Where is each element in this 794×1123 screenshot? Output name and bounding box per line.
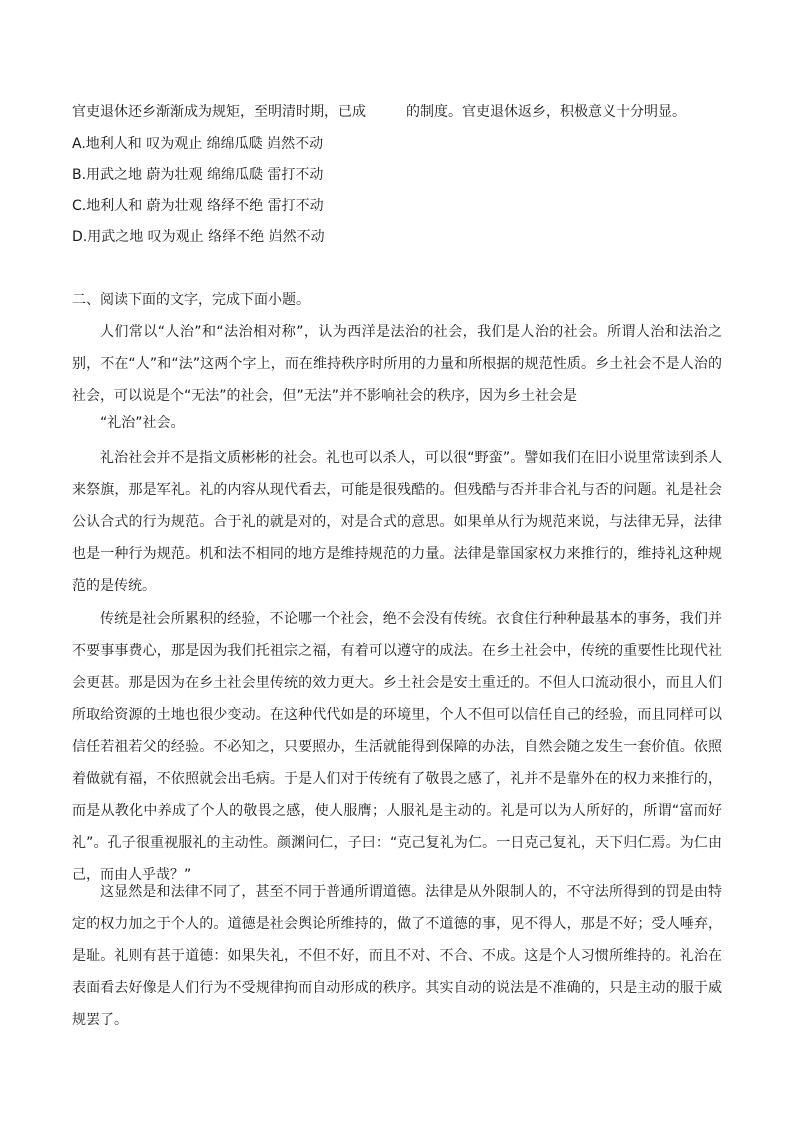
passage-paragraph-1-tail: “礼治”社会。: [100, 415, 185, 431]
passage-paragraph-3: 传统是社会所累积的经验，不论哪一个社会，绝不会没有传统。衣食住行种种最基本的事务，我们并不要事事费心，那是因为我们托祖宗之福，有着可以遵守的成法。在乡土社会中，传统的重要性比现代社会更甚。那是因为在乡土社会里传统的效力更大。乡土社会是安土重迁的。不但人口流动很小，而且人们所取给资源的土地也很少变动。在这种代代如是的环境里，个人不但可以信任自己的经验，而且同样可以信任若祖若父的经验。不必知之，只要照办，生活就能得到保障的办法，自然会随之发生一套价值。依照着做就有福，不依照就会出毛病。于是人们对于传统有了敬畏之感了，礼并不是靠外在的权力来推行的，而是从教化中养成了个人的敬畏之感，使人服膺；人服礼是主动的。礼是可以为人所好的，所谓“富而好礼”。孔子很重视服礼的主动性。颜渊问仁，子曰：“克己复礼为仁。一日克己复礼，天下归仁焉。为仁由己，而由人乎哉？”: [72, 611, 722, 883]
intro-text-before-blank: 官吏退休还乡渐渐成为规矩，至明清时期，已成: [72, 104, 366, 120]
intro-line: [72, 102, 686, 122]
passage-paragraph-1: 人们常以“人治”和“法治相对称”，认为西洋是法治的社会，我们是人治的社会。所谓人治和法治之别，不在“人”和“法”这两个字上，而在维持秩序时所用的力量和所根据的规范性质。乡土社会不是人治的社会，可以说是个“无法”的社会，但”无法”并不影响社会的秩序，因为乡土社会是: [72, 324, 722, 404]
option-a: A.地利人和 叹为观止 绵绵瓜瓞 岿然不动: [72, 136, 324, 152]
option-d: D.用武之地 叹为观止 络绎不绝 岿然不动: [72, 229, 325, 245]
passage-paragraph-2: 礼治社会并不是指文质彬彬的社会。礼也可以杀人，可以很“野蛮”。譬如我们在旧小说里常读到杀人来祭旗，那是军礼。礼的内容从现代看去，可能是很残酷的。但残酷与否并非合礼与否的问题。礼是社会公认合式的行为规范。合于礼的就是对的，对是合式的意思。如果单从行为规范来说，与法律无异，法律也是一种行为规范。机和法不相同的地方是维持规范的力量。法律是靠国家权力来推行的，维持礼这种规范的是传统。: [72, 450, 722, 594]
intro-text-after-blank: 的制度。官吏退休返乡，积极意义十分明显。: [406, 104, 686, 120]
option-b: B.用武之地 蔚为壮观 绵绵瓜瓞 雷打不动: [72, 167, 324, 183]
passage-paragraph-4: 这显然是和法律不同了，甚至不同于普通所谓道德。法律是从外限制人的，不守法所得到的罚是由特定的权力加之于个人的。道德是社会舆论所维持的，做了不道德的事，见不得人，那是不好；受人唾弃，是耻。礼则有甚于道德：如果失礼，不但不好，而且不对、不合、不成。这是个人习惯所维持的。礼治在表面看去好像是人们行为不受规律拘而自动形成的秩序。其实自动的说法是不准确的，只是主动的服于威规罢了。: [72, 884, 722, 1028]
option-c: C.地利人和 蔚为壮观 络绎不绝 雷打不动: [72, 198, 324, 214]
section-heading: 二、阅读下面的文字，完成下面小题。: [72, 292, 310, 308]
